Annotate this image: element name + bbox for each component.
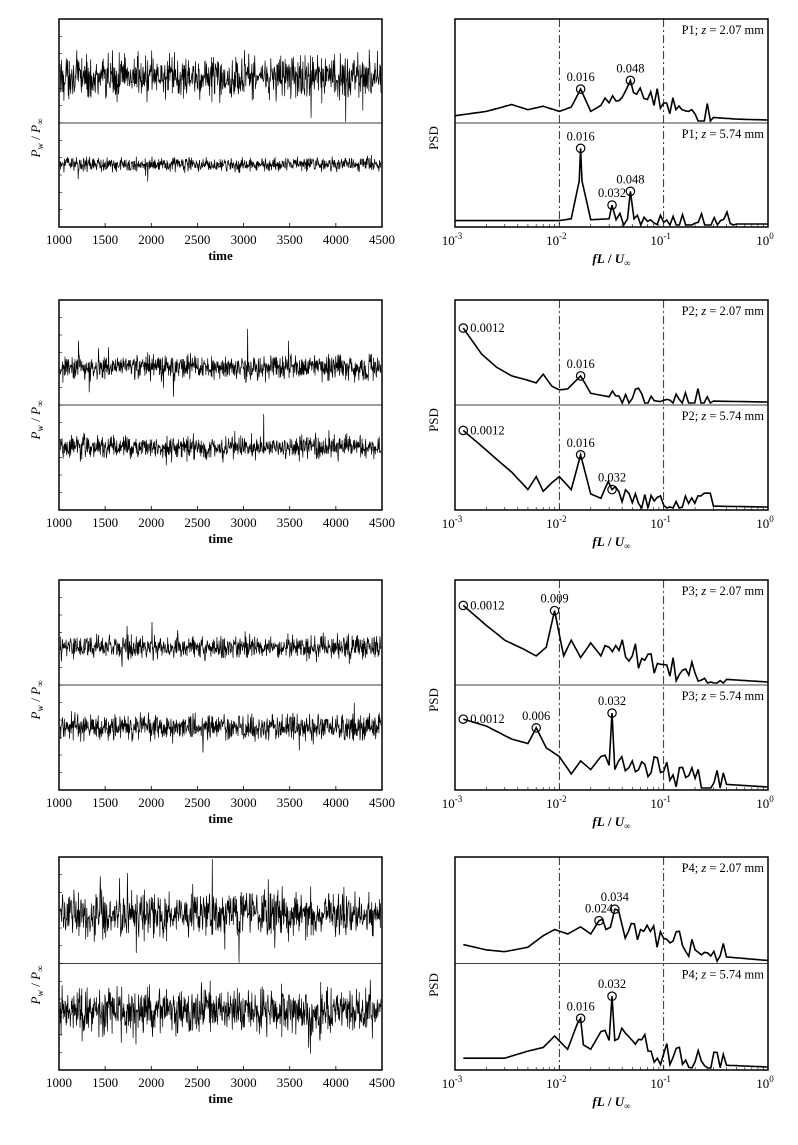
psd-curve	[463, 996, 768, 1068]
x-tick-label: $10^0$	[756, 231, 774, 248]
x-tick-label: 1500	[92, 232, 119, 247]
psd-curve	[455, 80, 768, 121]
x-tick-label: 2000	[138, 1075, 165, 1090]
case-label: P3; z = 2.07 mm	[681, 584, 764, 598]
peak-label: 0.0012	[470, 423, 505, 438]
time-axis-ylabel: $P_w / P_\infty$	[28, 400, 45, 440]
psd-axis-xlabel: fL / $U_\infty$	[592, 1094, 631, 1111]
time-panel-1	[28, 19, 395, 263]
x-tick-label: 4000	[322, 515, 349, 530]
psd-panel-2	[426, 300, 774, 551]
psd-axis-ylabel: PSD	[426, 973, 441, 997]
peak-label: 0.006	[522, 708, 551, 723]
x-tick-label: 1500	[92, 1075, 119, 1090]
psd-curve	[463, 430, 768, 508]
x-tick-label: 2000	[138, 515, 165, 530]
peak-label: 0.016	[566, 435, 595, 450]
peak-label: 0.0012	[470, 712, 505, 727]
peak-label: 0.016	[566, 129, 595, 144]
time-panel-3	[28, 580, 395, 826]
case-label: P1; z = 2.07 mm	[681, 23, 764, 37]
peak-label: 0.0012	[470, 321, 505, 336]
peak-label: 0.048	[616, 61, 645, 76]
x-tick-label: $10^{-2}$	[546, 794, 567, 811]
x-tick-label: 3000	[230, 515, 257, 530]
time-panel-4	[28, 857, 395, 1106]
x-tick-label: $10^{-1}$	[650, 1074, 671, 1091]
psd-curve	[463, 713, 768, 788]
peak-marker	[459, 601, 467, 609]
peak-label: 0.032	[597, 977, 627, 992]
time-axis-title: time	[208, 248, 233, 263]
x-tick-label: 1000	[46, 795, 72, 810]
x-tick-label: 2500	[184, 795, 211, 810]
pressure-signal-upper	[60, 859, 381, 963]
pressure-signal-lower	[60, 703, 381, 753]
x-tick-label: $10^{-1}$	[650, 514, 671, 531]
x-tick-label: $10^{-1}$	[650, 794, 671, 811]
x-tick-label: 4500	[369, 232, 395, 247]
x-tick-label: 2000	[138, 232, 165, 247]
time-axis-ylabel: $P_w / P_\infty$	[28, 118, 45, 158]
x-tick-label: 2500	[184, 232, 211, 247]
x-tick-label: 4500	[369, 1075, 395, 1090]
peak-label: 0.016	[566, 999, 595, 1014]
x-tick-label: 3500	[276, 1075, 303, 1090]
peak-label: 0.016	[566, 70, 595, 85]
x-tick-label: $10^{-3}$	[441, 1074, 463, 1091]
x-tick-label: 3500	[276, 232, 303, 247]
psd-curve	[463, 909, 768, 961]
x-tick-label: 2000	[138, 795, 165, 810]
x-tick-label: 4000	[322, 795, 349, 810]
psd-panel-3	[426, 580, 774, 831]
time-axis-title: time	[208, 811, 233, 826]
case-label: P2; z = 2.07 mm	[681, 304, 764, 318]
pressure-signal-lower	[60, 155, 381, 182]
x-tick-label: 1000	[46, 515, 72, 530]
pressure-signal-upper	[60, 622, 381, 667]
x-tick-label: $10^0$	[756, 1074, 774, 1091]
x-tick-label: 4000	[322, 232, 349, 247]
peak-label: 0.032	[597, 186, 627, 201]
peak-label: 0.048	[616, 172, 645, 187]
peak-label: 0.009	[540, 591, 569, 606]
x-tick-label: 1000	[46, 1075, 72, 1090]
x-tick-label: $10^{-2}$	[546, 1074, 567, 1091]
x-tick-label: 3000	[230, 232, 257, 247]
peak-label: 0.024	[584, 901, 614, 916]
x-tick-label: $10^{-1}$	[650, 231, 671, 248]
peak-label: 0.0012	[470, 598, 505, 613]
psd-panel-4	[426, 857, 774, 1111]
x-tick-label: $10^{-2}$	[546, 514, 567, 531]
peak-label: 0.016	[566, 356, 595, 371]
x-tick-label: 2500	[184, 515, 211, 530]
x-tick-label: 4000	[322, 1075, 349, 1090]
time-axis-title: time	[208, 531, 233, 546]
pressure-signal-upper	[60, 50, 381, 122]
case-label: P4; z = 5.74 mm	[681, 967, 764, 982]
psd-axis-xlabel: fL / $U_\infty$	[592, 814, 631, 831]
case-label: P2; z = 5.74 mm	[681, 409, 764, 423]
psd-panel-1	[426, 19, 774, 268]
psd-axis-ylabel: PSD	[426, 688, 441, 712]
psd-curve	[463, 605, 768, 683]
x-tick-label: $10^{-3}$	[441, 794, 463, 811]
x-tick-label: $10^0$	[756, 794, 774, 811]
peak-marker	[459, 715, 467, 723]
psd-axis-xlabel: fL / $U_\infty$	[592, 534, 631, 551]
x-tick-label: 1500	[92, 515, 119, 530]
x-tick-label: $10^{-3}$	[441, 514, 463, 531]
x-tick-label: 3000	[230, 1075, 257, 1090]
pressure-signal-lower	[60, 980, 381, 1054]
psd-curve	[463, 328, 768, 403]
peak-label: 0.032	[597, 694, 627, 709]
time-axis-title: time	[208, 1091, 233, 1106]
x-tick-label: $10^0$	[756, 514, 774, 531]
x-tick-label: 3500	[276, 515, 303, 530]
x-tick-label: $10^{-2}$	[546, 231, 567, 248]
pressure-signal-upper	[60, 329, 381, 397]
x-tick-label: 2500	[184, 1075, 211, 1090]
time-panel-2	[28, 300, 395, 546]
x-tick-label: 1500	[92, 795, 119, 810]
x-tick-label: $10^{-3}$	[441, 231, 463, 248]
peak-marker	[459, 324, 467, 332]
time-axis-ylabel: $P_w / P_\infty$	[28, 680, 45, 720]
pressure-signal-lower	[60, 414, 381, 465]
time-axis-ylabel: $P_w / P_\infty$	[28, 965, 45, 1005]
x-tick-label: 4500	[369, 515, 395, 530]
peak-label: 0.034	[600, 890, 629, 905]
psd-axis-xlabel: fL / $U_\infty$	[592, 251, 631, 268]
case-label: P1; z = 5.74 mm	[681, 127, 764, 141]
peak-marker	[459, 426, 467, 434]
x-tick-label: 3500	[276, 795, 303, 810]
x-tick-label: 1000	[46, 232, 72, 247]
psd-axis-ylabel: PSD	[426, 126, 441, 150]
peak-label: 0.032	[597, 470, 627, 485]
x-tick-label: 4500	[369, 795, 395, 810]
x-tick-label: 3000	[230, 795, 257, 810]
case-label: P4; z = 2.07 mm	[681, 861, 764, 875]
psd-axis-ylabel: PSD	[426, 408, 441, 432]
case-label: P3; z = 5.74 mm	[681, 689, 764, 703]
